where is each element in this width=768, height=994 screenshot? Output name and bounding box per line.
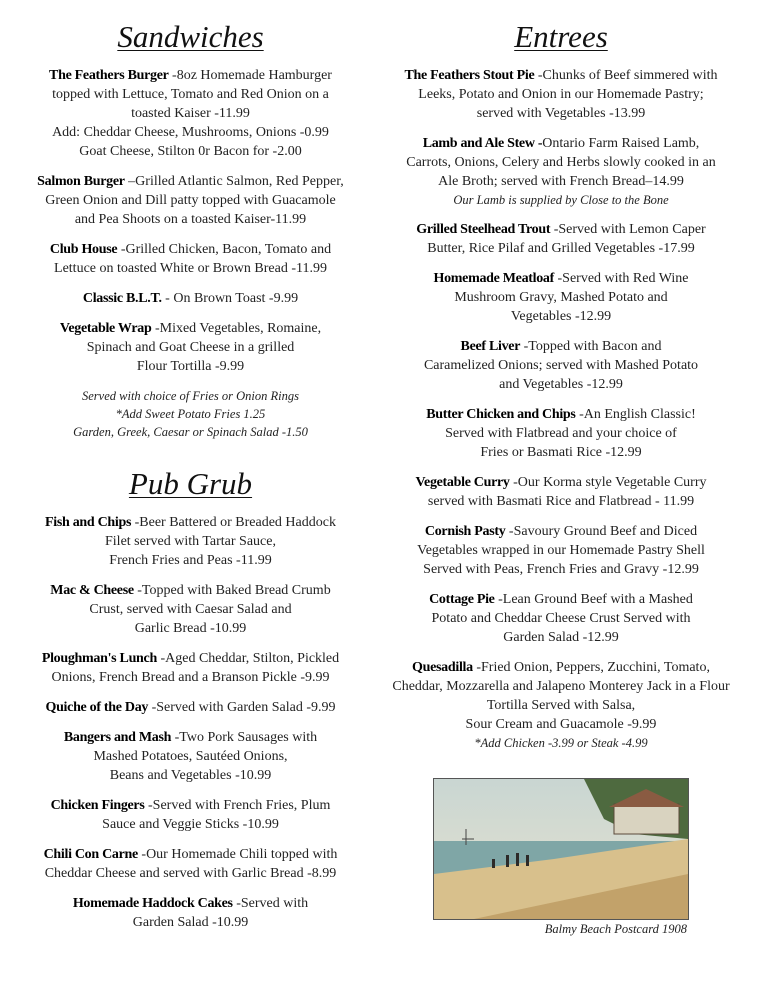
menu-item-name: Cottage Pie bbox=[429, 592, 495, 607]
menu-item-first-line bbox=[375, 522, 747, 541]
pub-grub-list bbox=[18, 513, 363, 932]
menu-item-name: Salmon Burger bbox=[37, 174, 125, 189]
menu-item bbox=[375, 590, 747, 647]
menu-item-description: -Served with Lemon Caper bbox=[550, 222, 706, 237]
menu-item-description: Add: Cheddar Cheese, Mushrooms, Onions -0.99 bbox=[52, 125, 329, 140]
menu-item-name: Club House bbox=[49, 242, 118, 257]
menu-item-description: Beans and Vegetables -10.99 bbox=[109, 768, 272, 783]
menu-item-description: -Fried Onion, Peppers, Zucchini, Tomato, bbox=[472, 660, 710, 675]
menu-item-description: -8oz Homemade Hamburger bbox=[168, 68, 332, 83]
menu-item-description: Served with Flatbread and your choice of bbox=[445, 426, 677, 441]
menu-item-description: served with Basmati Rice and Flatbread - 11.99 bbox=[427, 494, 695, 509]
menu-item-description: toasted Kaiser -11.99 bbox=[131, 106, 250, 121]
menu-item-description: Potato and Cheddar Cheese Crust Served with bbox=[431, 611, 691, 626]
menu-item bbox=[375, 269, 747, 326]
menu-item-description: Flour Tortilla -9.99 bbox=[136, 359, 245, 374]
menu-item-first-line bbox=[18, 172, 363, 191]
menu-item-description: Cheddar, Mozzarella and Jalapeno Monterey Jack in a Flour bbox=[392, 679, 730, 694]
menu-item-description: Tortilla Served with Salsa, bbox=[486, 698, 636, 713]
menu-item-description: -Served with Red Wine bbox=[554, 271, 689, 286]
menu-item-note: Our Lamb is supplied by Close to the Bone bbox=[453, 193, 669, 207]
menu-item-description: Crust, served with Caesar Salad and bbox=[89, 602, 292, 617]
menu-item bbox=[18, 289, 363, 308]
menu-item-first-line bbox=[375, 405, 747, 424]
menu-item-description: Mushroom Gravy, Mashed Potato and bbox=[454, 290, 668, 305]
menu-item-first-line bbox=[18, 240, 363, 259]
menu-item-description: Leeks, Potato and Onion in our Homemade Pastry; bbox=[418, 87, 704, 102]
menu-item-note: *Add Chicken -3.99 or Steak -4.99 bbox=[474, 736, 648, 750]
left-column bbox=[18, 18, 363, 943]
menu-item bbox=[375, 658, 747, 752]
menu-item bbox=[18, 796, 363, 834]
menu-item bbox=[375, 522, 747, 579]
menu-item-first-line bbox=[18, 845, 363, 864]
menu-item-first-line bbox=[18, 581, 363, 600]
menu-item-description: and Pea Shoots on a toasted Kaiser-11.99 bbox=[74, 212, 307, 227]
menu-item-name: Classic B.L.T. bbox=[82, 291, 162, 306]
menu-item-first-line bbox=[375, 590, 747, 609]
menu-item-description: Fries or Basmati Rice -12.99 bbox=[480, 445, 642, 460]
menu-item-description: Ontario Farm Raised Lamb, bbox=[542, 136, 700, 151]
menu-item-first-line bbox=[18, 289, 363, 308]
menu-item-description: -Our Korma style Vegetable Curry bbox=[509, 475, 707, 490]
entrees-heading: Entrees bbox=[514, 19, 608, 54]
menu-item-description: –Grilled Atlantic Salmon, Red Pepper, bbox=[124, 174, 344, 189]
menu-item-name: Quesadilla bbox=[412, 660, 473, 675]
menu-item-first-line bbox=[18, 66, 363, 85]
menu-item-first-line bbox=[375, 337, 747, 356]
menu-item-first-line bbox=[18, 796, 363, 815]
menu-item-description: Ale Broth; served with French Bread–14.99 bbox=[438, 174, 684, 189]
menu-item bbox=[375, 473, 747, 511]
sandwich-note: Served with choice of Fries or Onion Rings bbox=[82, 389, 299, 403]
menu-item-description: -Served with bbox=[232, 896, 309, 911]
menu-item-description: -Topped with Baked Bread Crumb bbox=[133, 583, 331, 598]
menu-item-description: Vegetables wrapped in our Homemade Pastry Shell bbox=[417, 543, 705, 558]
menu-item bbox=[375, 337, 747, 394]
menu-item bbox=[18, 319, 363, 376]
menu-item bbox=[18, 845, 363, 883]
menu-item bbox=[18, 513, 363, 570]
menu-item-description: Sauce and Veggie Sticks -10.99 bbox=[102, 817, 279, 832]
menu-item-first-line bbox=[375, 220, 747, 239]
menu-item-name: Lamb and Ale Stew - bbox=[422, 136, 543, 151]
photo-caption: Balmy Beach Postcard 1908 bbox=[544, 922, 687, 936]
menu-item-name: Bangers and Mash bbox=[63, 730, 172, 745]
menu-item-name: Ploughman's Lunch bbox=[41, 651, 157, 666]
menu-item-name: Fish and Chips bbox=[45, 515, 132, 530]
menu-item-description: Cheddar Cheese and served with Garlic Bread -8.99 bbox=[44, 866, 337, 881]
menu-item-description: Mashed Potatoes, Sautéed Onions, bbox=[93, 749, 288, 764]
menu-item-description: Goat Cheese, Stilton 0r Bacon for -2.00 bbox=[79, 144, 302, 159]
sandwich-note: *Add Sweet Potato Fries 1.25 bbox=[115, 407, 266, 421]
menu-item-description: -Lean Ground Beef with a Mashed bbox=[494, 592, 693, 607]
menu-item-description: -Our Homemade Chili topped with bbox=[137, 847, 338, 862]
menu-item bbox=[18, 698, 363, 717]
menu-item bbox=[375, 134, 747, 209]
menu-item-name: Grilled Steelhead Trout bbox=[416, 222, 551, 237]
menu-item-description: - On Brown Toast -9.99 bbox=[161, 291, 299, 306]
menu-item-description: Filet served with Tartar Sauce, bbox=[105, 534, 276, 549]
menu-item bbox=[18, 581, 363, 638]
menu-item-first-line bbox=[18, 319, 363, 338]
sandwiches-list bbox=[18, 66, 363, 376]
menu-item bbox=[18, 240, 363, 278]
menu-item-description: -Served with French Fries, Plum bbox=[144, 798, 331, 813]
menu-item-description: Garlic Bread -10.99 bbox=[134, 621, 247, 636]
menu-item-first-line bbox=[375, 473, 747, 492]
menu-item-description: French Fries and Peas -11.99 bbox=[109, 553, 272, 568]
menu-item bbox=[375, 405, 747, 462]
menu-item-description: Lettuce on toasted White or Brown Bread -11.99 bbox=[54, 261, 327, 276]
menu-item-description: -Topped with Bacon and bbox=[520, 339, 662, 354]
menu-item-name: Homemade Haddock Cakes bbox=[72, 896, 233, 911]
menu-item-name: Beef Liver bbox=[460, 339, 521, 354]
menu-item-name: Homemade Meatloaf bbox=[433, 271, 554, 286]
menu-item-description: topped with Lettuce, Tomato and Red Onion on a bbox=[52, 87, 329, 102]
menu-item-description: -Mixed Vegetables, Romaine, bbox=[151, 321, 322, 336]
menu-item-description: Caramelized Onions; served with Mashed Potato bbox=[423, 358, 699, 373]
entrees-list bbox=[375, 66, 747, 752]
menu-item-name: Quiche of the Day bbox=[45, 700, 149, 715]
menu-item bbox=[18, 649, 363, 687]
menu-item-description: Garden Salad -10.99 bbox=[132, 915, 249, 930]
menu-item-name: Vegetable Curry bbox=[415, 475, 510, 490]
menu-item-name: Butter Chicken and Chips bbox=[426, 407, 576, 422]
menu-item-first-line bbox=[18, 894, 363, 913]
sandwiches-heading: Sandwiches bbox=[117, 19, 264, 54]
menu-item-name: Vegetable Wrap bbox=[59, 321, 152, 336]
menu-item bbox=[375, 220, 747, 258]
menu-item-first-line bbox=[18, 513, 363, 532]
menu-item-name: Chicken Fingers bbox=[50, 798, 145, 813]
menu-item-description: Green Onion and Dill patty topped with Guacamole bbox=[45, 193, 336, 208]
menu-item-name: The Feathers Stout Pie bbox=[404, 68, 535, 83]
right-column bbox=[375, 18, 747, 763]
menu-item-description: -Beer Battered or Breaded Haddock bbox=[131, 515, 336, 530]
menu-item-description: Onions, French Bread and a Branson Pickle -9.99 bbox=[51, 670, 330, 685]
pub-grub-heading: Pub Grub bbox=[128, 466, 253, 501]
menu-item-first-line bbox=[18, 649, 363, 668]
menu-item-description: Butter, Rice Pilaf and Grilled Vegetables -17.99 bbox=[427, 241, 695, 256]
menu-item-description: Vegetables -12.99 bbox=[510, 309, 612, 324]
menu-item-description: Carrots, Onions, Celery and Herbs slowly cooked in an bbox=[406, 155, 716, 170]
menu-item-description: Served with Peas, French Fries and Gravy -12.99 bbox=[423, 562, 699, 577]
menu-item-description: -Savoury Ground Beef and Diced bbox=[505, 524, 698, 539]
sandwich-note: Garden, Greek, Caesar or Spinach Salad -1.50 bbox=[73, 425, 308, 439]
menu-item-description: Spinach and Goat Cheese in a grilled bbox=[86, 340, 295, 355]
menu-item-description: -Two Pork Sausages with bbox=[171, 730, 318, 745]
menu-item bbox=[18, 894, 363, 932]
sandwiches-notes bbox=[18, 387, 363, 441]
menu-item-name: Chili Con Carne bbox=[43, 847, 138, 862]
menu-item-first-line bbox=[375, 134, 747, 153]
menu-item-description: and Vegetables -12.99 bbox=[499, 377, 623, 392]
menu-item-name: The Feathers Burger bbox=[49, 68, 169, 83]
menu-item-first-line bbox=[375, 66, 747, 85]
menu-item-first-line bbox=[18, 728, 363, 747]
menu-item-description: -Served with Garden Salad -9.99 bbox=[148, 700, 336, 715]
balmy-beach-postcard-image bbox=[433, 778, 689, 920]
menu-item-first-line bbox=[375, 658, 747, 677]
menu-item bbox=[18, 66, 363, 161]
menu-item-description: -Aged Cheddar, Stilton, Pickled bbox=[156, 651, 340, 666]
menu-item bbox=[18, 728, 363, 785]
menu-item-description: -Grilled Chicken, Bacon, Tomato and bbox=[117, 242, 332, 257]
menu-item-description: Garden Salad -12.99 bbox=[503, 630, 619, 645]
menu-item-name: Cornish Pasty bbox=[424, 524, 506, 539]
menu-item-description: Sour Cream and Guacamole -9.99 bbox=[465, 717, 657, 732]
menu-item bbox=[18, 172, 363, 229]
menu-item-first-line bbox=[375, 269, 747, 288]
menu-item-description: served with Vegetables -13.99 bbox=[476, 106, 646, 121]
menu-item-description: -Chunks of Beef simmered with bbox=[534, 68, 718, 83]
menu-item bbox=[375, 66, 747, 123]
menu-item-first-line bbox=[18, 698, 363, 717]
menu-item-description: -An English Classic! bbox=[575, 407, 696, 422]
menu-item-name: Mac & Cheese bbox=[50, 583, 134, 598]
